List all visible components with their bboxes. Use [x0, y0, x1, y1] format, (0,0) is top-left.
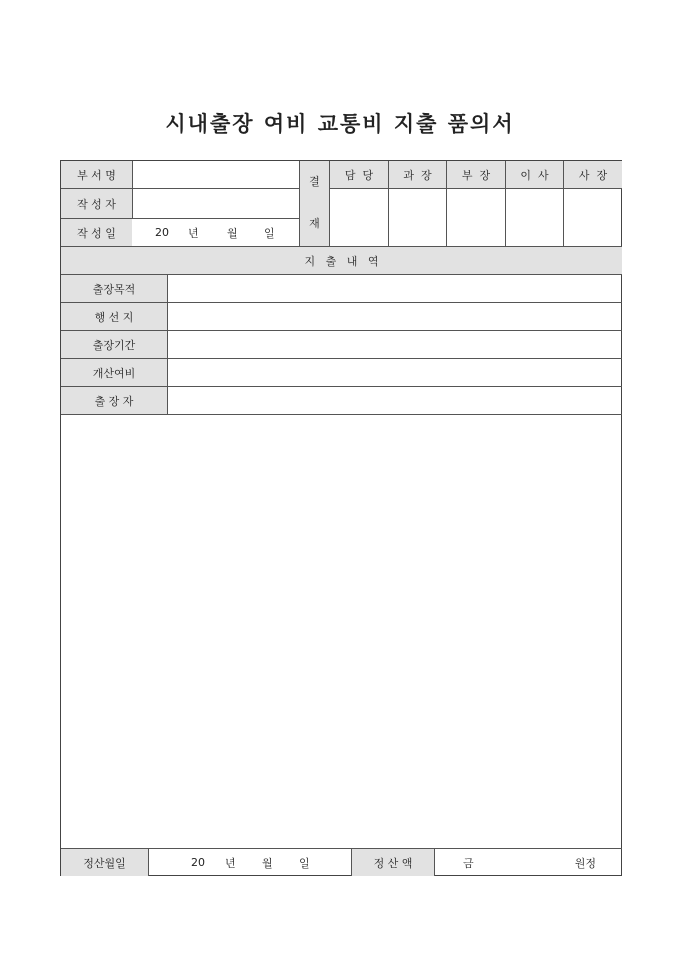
estimated-expense-label: 개산여비	[92, 366, 136, 380]
amount-label: 정 산 액	[373, 856, 413, 870]
approval-sign-dept-head[interactable]	[447, 189, 505, 246]
writer-field[interactable]	[133, 189, 299, 218]
dept-label: 부 서 명	[77, 168, 116, 182]
amount-suffix: 원정	[574, 856, 596, 870]
date-field[interactable]	[133, 219, 299, 246]
writer-label: 작 성 자	[77, 197, 116, 211]
approval-sign-staff[interactable]	[330, 189, 388, 246]
amount-prefix: 금	[463, 856, 474, 870]
details-body-area[interactable]	[61, 415, 622, 848]
traveler-field[interactable]	[168, 387, 622, 414]
expense-form	[60, 160, 622, 876]
section-title: 지 출 내 역	[304, 254, 379, 268]
settle-date-field[interactable]	[149, 849, 351, 876]
settle-date-year: 년	[225, 856, 236, 870]
purpose-field[interactable]	[168, 275, 622, 302]
settle-date-prefix: 20	[191, 856, 205, 869]
dept-field[interactable]	[133, 161, 299, 188]
document-title: 시내출장 여비 교통비 지출 품의서	[165, 111, 515, 136]
approval-role-section-chief: 과 장	[403, 168, 432, 182]
amount-field[interactable]	[435, 849, 622, 876]
traveler-label: 출 장 자	[94, 394, 134, 408]
approval-role-staff: 담 당	[344, 168, 374, 182]
estimated-expense-field[interactable]	[168, 359, 622, 386]
approval-role-president: 사 장	[578, 168, 608, 182]
approval-sign-president[interactable]	[564, 189, 622, 246]
destination-field[interactable]	[168, 303, 622, 330]
date-day: 일	[264, 226, 275, 240]
approval-sign-director[interactable]	[506, 189, 563, 246]
settle-date-month: 월	[262, 856, 273, 870]
date-year: 년	[188, 226, 199, 240]
date-prefix: 20	[155, 226, 169, 239]
approval-role-dept-head: 부 장	[461, 168, 491, 182]
approval-label-bottom: 재	[309, 217, 320, 230]
approval-label-top: 결	[309, 175, 320, 188]
period-label: 출장기간	[92, 338, 136, 352]
settle-date-day: 일	[299, 856, 310, 870]
purpose-label: 출장목적	[92, 282, 136, 296]
date-month: 월	[227, 226, 238, 240]
date-label: 작 성 일	[77, 226, 116, 240]
destination-label: 행 선 지	[94, 310, 134, 324]
settle-date-label: 정산월일	[83, 856, 126, 870]
approval-role-director: 이 사	[520, 168, 549, 182]
approval-sign-section-chief[interactable]	[389, 189, 446, 246]
period-field[interactable]	[168, 331, 622, 358]
